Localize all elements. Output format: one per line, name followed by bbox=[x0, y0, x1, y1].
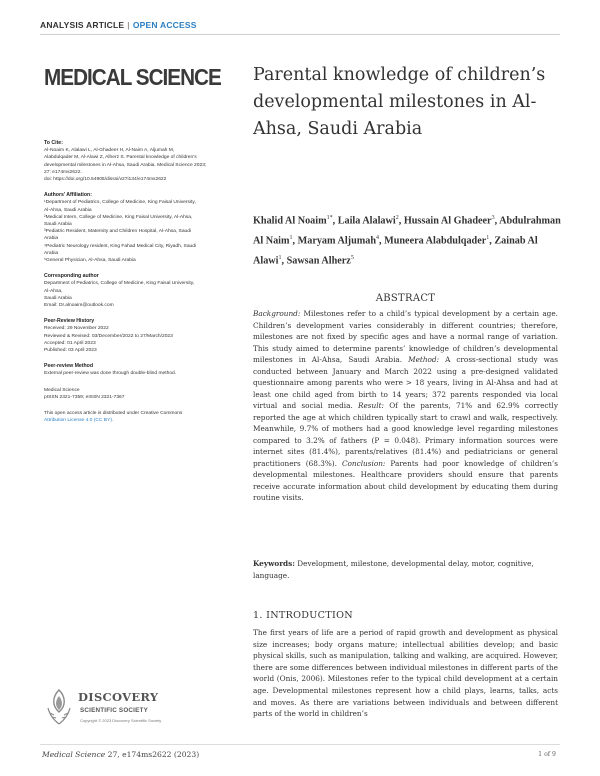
affiliation-line: ²Medical Intern, College of Medicine, King Faisal University, Al-Ahsa, bbox=[44, 214, 193, 220]
author-name: Khalid Al Noaim bbox=[253, 215, 327, 227]
author-separator: , bbox=[292, 235, 298, 247]
author-separator: , bbox=[489, 235, 495, 247]
discovery-emblem-icon bbox=[44, 688, 74, 728]
author-name: Hussain Al Ghadeer bbox=[403, 215, 492, 227]
review-heading: Peer-review Method bbox=[44, 363, 94, 370]
author-affiliation-mark: 1 bbox=[278, 254, 282, 261]
author-name: Abdulrahman Al Naim bbox=[253, 215, 561, 247]
history-line: Accepted: 01 April 2023 bbox=[44, 340, 96, 346]
author-separator: , bbox=[398, 215, 404, 227]
article-type: ANALYSIS ARTICLE bbox=[40, 20, 125, 30]
review-line: External peer-review was done through double-blind method. bbox=[44, 371, 177, 377]
page-number: 1 of 9 bbox=[538, 751, 556, 758]
cite-block bbox=[44, 140, 239, 183]
article-type-label bbox=[40, 20, 197, 30]
keywords bbox=[253, 558, 558, 581]
author-separator: , bbox=[281, 255, 287, 267]
author-list bbox=[253, 210, 563, 270]
affiliation-line: Arabia bbox=[44, 250, 59, 256]
corresponding-heading: Corresponding author bbox=[44, 273, 99, 280]
abstract-conclusion-text: Parents had poor knowledge of children’s developmental milestones. Healthcare providers should ensure that parents receive accurate information about child development by educating them during routine visits. bbox=[253, 458, 558, 502]
sidebar bbox=[44, 140, 239, 434]
cite-line: Al-Noaim K, Alalawi L, Al-Ghadeer H, Al-Naim A, Aljumah M, bbox=[44, 148, 175, 154]
affiliation-line: Al-Ahsa, Saudi Arabia bbox=[44, 207, 92, 213]
keywords-text: Development, milestone, developmental delay, motor, cognitive, language. bbox=[253, 559, 534, 580]
history-line: Reviewed & Revised: 03/December/2022 to 27/March/2023 bbox=[44, 333, 173, 339]
affiliation-line: Arabia bbox=[44, 236, 59, 242]
article-title: Parental knowledge of children’s developmental milestones in Al-Ahsa, Saudi Arabia bbox=[253, 65, 546, 139]
history-block bbox=[44, 318, 239, 354]
journal-info-line: pISSN 2321-7359; eISSN 2321-7367 bbox=[44, 394, 125, 400]
affiliation-line: ³Pediatric Resident, Maternity and Children Hospital, Al-Ahsa, Saudi bbox=[44, 229, 192, 235]
author-name: Laila Alalawi bbox=[337, 215, 396, 227]
license-line[interactable]: This open access article is distributed under Creative Commons bbox=[44, 411, 183, 417]
abstract-heading: ABSTRACT bbox=[375, 293, 436, 304]
author-affiliation-mark: 1* bbox=[326, 215, 333, 221]
introduction-body: The first years of life are a period of rapid growth and development as physical size increases; body organs mature; intellectual abilities develop; and basic physical skills, such as manipulation, talking and walking, are acquired. However, there are some differences between individual milestones in different parts of the world (Onis, 2006). Milestones refer to the typical child development at a certain age. Developmental milestones represent how a child plays, learns, talks, acts and moves. As there are variations between individuals and between different parts of the world in children’s bbox=[253, 628, 558, 719]
publisher-name: DISCOVERY bbox=[78, 690, 159, 704]
author-affiliation-mark: 3 bbox=[491, 215, 495, 221]
author-affiliation-mark: 1 bbox=[486, 234, 490, 241]
open-access-label: OPEN ACCESS bbox=[132, 20, 197, 30]
author-separator: , bbox=[494, 215, 500, 227]
history-heading: Peer-Review History bbox=[44, 318, 95, 325]
publisher-logo bbox=[44, 688, 244, 740]
abstract-method-label: Method: bbox=[408, 355, 440, 364]
affiliation-block bbox=[44, 192, 239, 264]
corresponding-line: Department of Pediatrics, College of Medicine, King Faisal University, bbox=[44, 281, 195, 287]
history-line: Received: 29 November 2022 bbox=[44, 326, 109, 332]
cite-line: developmental milestones in Al-Ahsa, Saudi Arabia. Medical Science 2023; bbox=[44, 162, 207, 168]
author-name: Muneera Alabdulqader bbox=[384, 235, 487, 247]
affiliation-line: ⁴Pediatric Neurology resident, King Fahad Medical City, Riyadh, Saudi bbox=[44, 243, 197, 249]
email-link[interactable]: Email: Dr.alnoaim@outlook.com bbox=[44, 303, 114, 309]
footer-citation-text: 27, e174ms2622 (2023) bbox=[105, 750, 200, 759]
doi-link[interactable]: doi: https://doi.org/10.54905/disssi/v27i134/e174ms2622 bbox=[44, 177, 167, 183]
affiliation-heading: Authors’ Affiliation: bbox=[44, 192, 92, 199]
header-divider bbox=[40, 34, 560, 35]
license-block bbox=[44, 410, 239, 424]
publisher-copyright: Copyright © 2023 Discovery Scientific Society bbox=[80, 718, 162, 723]
affiliation-line: Saudi Arabia bbox=[44, 222, 72, 228]
abstract-method-text: A cross-sectional study was conducted between January and March 2022 using a pre-designed validated questionnaire among parents who were > 18 years, living in Al-Ahsa and had at least one child aged from birth to 14 years; 372 parents responded via local virtual and social media. bbox=[253, 355, 558, 410]
footer-citation bbox=[42, 750, 199, 759]
abstract-result-label: Result: bbox=[358, 401, 384, 410]
history-line: Published: 03 April 2023 bbox=[44, 348, 97, 354]
author-affiliation-mark: 2 bbox=[395, 215, 399, 221]
cite-line: 27: e174ms2622. bbox=[44, 169, 82, 175]
footer-journal-name: Medical Science bbox=[42, 750, 106, 759]
abstract-body bbox=[253, 308, 558, 504]
affiliation-line: ⁵General Physician, Al-Ahsa, Saudi Arabia bbox=[44, 258, 136, 264]
corresponding-line: Al-Ahsa, bbox=[44, 288, 63, 294]
author-separator: , bbox=[332, 215, 338, 227]
keywords-label: Keywords: bbox=[253, 559, 295, 568]
author-affiliation-mark: 5 bbox=[350, 254, 354, 261]
header-band bbox=[0, 0, 600, 42]
corresponding-line: Saudi Arabia bbox=[44, 295, 72, 301]
introduction-heading: 1. INTRODUCTION bbox=[253, 610, 353, 621]
abstract-background-text: Milestones refer to a child’s typical development by a certain age. Children’s development varies considerably in different countries; therefore, milestones are not fixed by specific ages and have a normal range of variation. This study aimed to determine parents’ knowledge of children’s developmental milestones in Al-Ahsa, Saudi Arabia. bbox=[253, 309, 558, 364]
header-separator: | bbox=[127, 20, 130, 30]
cite-line: Alabdulqader M, Al-Alawi Z, Alherz S. Parental knowledge of children’s bbox=[44, 155, 197, 161]
journal-info-block bbox=[44, 387, 239, 401]
review-block bbox=[44, 363, 239, 377]
abstract-conclusion-label: Conclusion: bbox=[341, 458, 386, 468]
author-name: Sawsan Alherz bbox=[286, 255, 351, 267]
author-name: Zainab Al Alawi bbox=[253, 235, 538, 267]
author-affiliation-mark: 4 bbox=[376, 234, 379, 241]
journal-logo: MEDICAL SCIENCE bbox=[44, 64, 221, 90]
journal-info-line: Medical Science bbox=[44, 387, 80, 393]
publisher-subtitle: SCIENTIFIC SOCIETY bbox=[80, 707, 148, 714]
footer-divider bbox=[40, 744, 560, 745]
corresponding-block bbox=[44, 273, 239, 309]
affiliation-line: ¹Department of Pediatrics, College of Medicine, King Faisal University, bbox=[44, 200, 196, 206]
abstract-background-label: Background: bbox=[253, 309, 301, 318]
abstract-result-text: Of the parents, 71% and 62.9% correctly reported the age at which children typically start to crawl and walk, respectively. Meanwhile, 9.7% of mothers had a good knowledge level regarding milestones compared to 3.2% of fathers (P = 0.048). Primary information sources were internet sites (81.4%), parents/relatives (81.4%) and pediatricians or general practitioners (68.3%). bbox=[253, 401, 559, 468]
cite-heading: To Cite: bbox=[44, 140, 63, 146]
author-affiliation-mark: 1 bbox=[289, 234, 293, 241]
author-separator: , bbox=[379, 235, 385, 247]
license-link[interactable]: Attribution License 4.0 (CC BY). bbox=[44, 418, 114, 424]
author-name: Maryam Aljumah bbox=[297, 235, 376, 247]
